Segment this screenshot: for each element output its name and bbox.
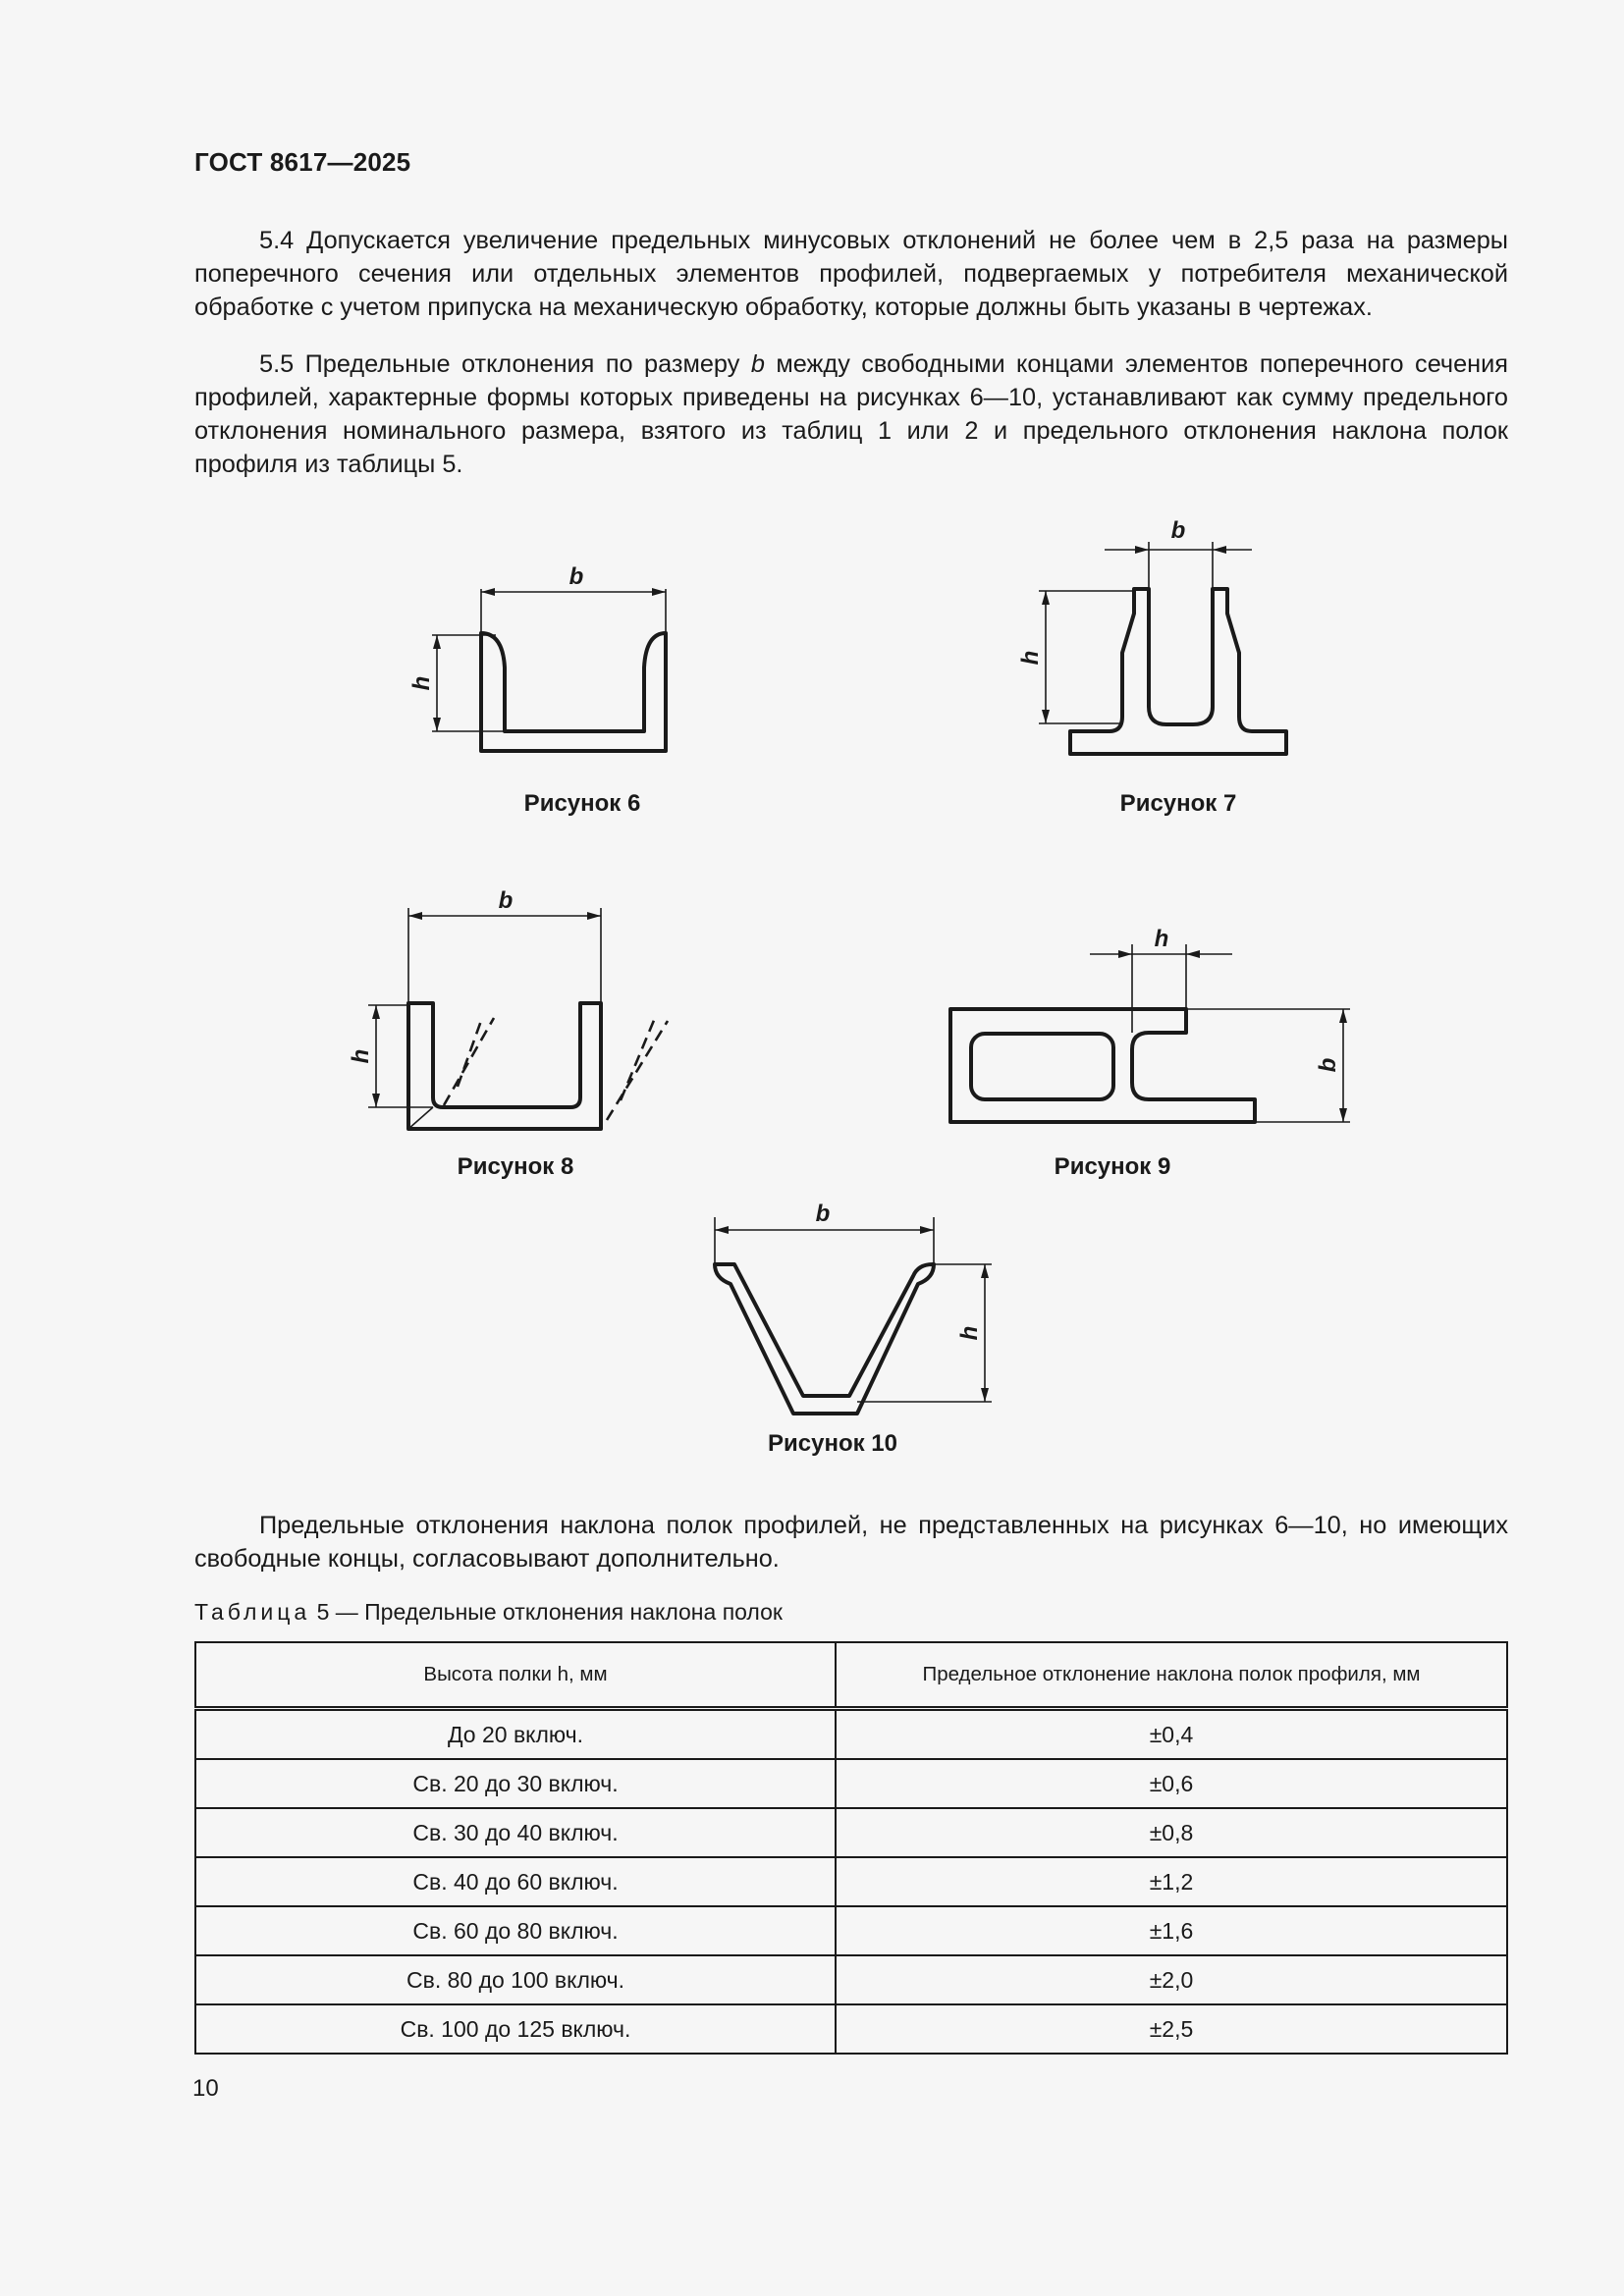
figure-10-label-h: h (956, 1325, 983, 1341)
table-cell-deviation: ±1,2 (836, 1857, 1507, 1906)
table-row (195, 1906, 1507, 1955)
figure-9-label-b: b (1315, 1057, 1341, 1073)
paragraph-note: Предельные отклонения наклона полок профилей, не представленных на рисунках 6—10, но имеющих свободные концы, согласовывают дополнительно. (194, 1512, 1508, 1573)
table-5-caption-word: Таблица (194, 1599, 311, 1625)
table-5 (194, 1641, 1508, 2055)
table-row (195, 2004, 1507, 2054)
table-cell-height: Св. 20 до 30 включ. (195, 1759, 836, 1808)
figure-6-caption: Рисунок 6 (523, 790, 641, 817)
variable-b: b (750, 350, 765, 378)
figure-7-label-b: b (1170, 517, 1186, 544)
table-cell-deviation: ±0,6 (836, 1759, 1507, 1808)
table-row (195, 1709, 1507, 1760)
table-cell-deviation: ±2,5 (836, 2004, 1507, 2054)
figure-8-label-b: b (498, 887, 514, 914)
table-header-deviation: Предельное отклонение наклона полок профиля, мм (836, 1642, 1507, 1709)
table-cell-height: Св. 60 до 80 включ. (195, 1906, 836, 1955)
document-header: ГОСТ 8617—2025 (194, 147, 411, 177)
table-cell-height: Св. 100 до 125 включ. (195, 2004, 836, 2054)
figure-8-caption: Рисунок 8 (457, 1153, 574, 1180)
table-cell-height: До 20 включ. (195, 1709, 836, 1760)
paragraph-5-4: 5.4 Допускается увеличение предельных минусовых отклонений не более чем в 2,5 раза на размеры поперечного сечения или отдельных элементов профилей, подвергаемых у потребителя механической обработке с учетом припуска на механическую обработку, которые должны быть указаны в чертежах. (194, 227, 1508, 321)
table-row (195, 1808, 1507, 1857)
figure-6-label-h: h (408, 675, 435, 691)
page-number: 10 (192, 2075, 219, 2102)
figure-10-dimension-h (857, 1264, 992, 1402)
table-5-caption-title: 5 — Предельные отклонения наклона полок (310, 1599, 783, 1625)
table-row (195, 1955, 1507, 2004)
paragraph-5-5-part1: 5.5 Предельные отклонения по размеру (259, 350, 751, 378)
figure-6-label-b: b (568, 563, 584, 590)
table-cell-height: Св. 30 до 40 включ. (195, 1808, 836, 1857)
table-header-height: Высота полки h, мм (195, 1642, 836, 1709)
figure-10-dimension-b (715, 1201, 934, 1264)
table-5-caption (194, 1599, 783, 1626)
table-row (195, 1759, 1507, 1808)
table-row (195, 1857, 1507, 1906)
table-cell-deviation: ±1,6 (836, 1906, 1507, 1955)
table-cell-height: Св. 40 до 60 включ. (195, 1857, 836, 1906)
table-cell-deviation: ±0,4 (836, 1709, 1507, 1760)
figure-10-profile (715, 1264, 934, 1414)
figure-10-caption: Рисунок 10 (768, 1430, 897, 1457)
table-cell-deviation: ±2,0 (836, 1955, 1507, 2004)
figure-10-label-b: b (815, 1201, 831, 1227)
figure-7-label-h: h (1017, 650, 1044, 666)
figure-8-label-h: h (348, 1048, 374, 1064)
paragraph-5-5-part2: между свободными концами элементов поперечного сечения профилей, характерные формы которых приведены на рисунках 6—10, устанавливают как сумму предельного отклонения номинального размера, взятого из таблиц 1 или 2 и предельного отклонения наклона полок профиля из таблицы 5. (194, 350, 1508, 478)
table-cell-height: Св. 80 до 100 включ. (195, 1955, 836, 2004)
figure-9-label-h: h (1154, 926, 1169, 952)
table-cell-deviation: ±0,8 (836, 1808, 1507, 1857)
figure-7-caption: Рисунок 7 (1119, 790, 1237, 817)
table-header-row (195, 1642, 1507, 1709)
figure-9-caption: Рисунок 9 (1054, 1153, 1171, 1180)
